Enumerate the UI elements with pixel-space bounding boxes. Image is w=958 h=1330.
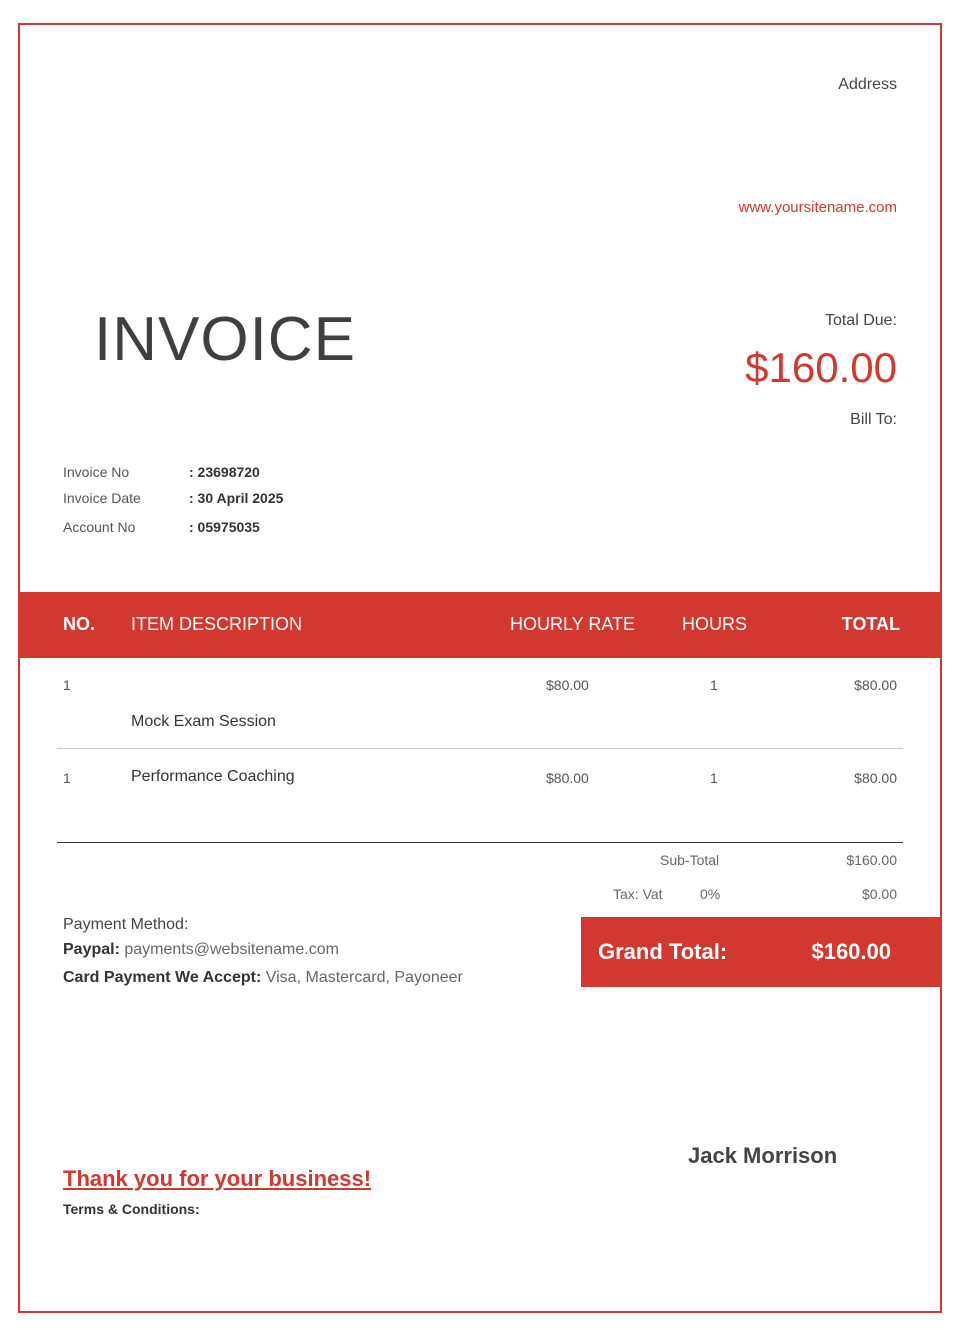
subtotal-value: $160.00 <box>846 852 897 868</box>
bill-to-label: Bill To: <box>850 411 897 428</box>
header-description: ITEM DESCRIPTION <box>131 614 303 634</box>
invoice-no-value: : 23698720 <box>189 464 260 480</box>
row-hours: 1 <box>710 770 718 786</box>
address-label: Address <box>838 76 897 93</box>
row-description: Performance Coaching <box>131 768 295 785</box>
header-total: TOTAL <box>841 614 900 634</box>
invoice-no-label: Invoice No <box>63 464 130 480</box>
card-label: Card Payment We Accept: <box>63 969 262 986</box>
invoice-title: INVOICE <box>94 305 356 374</box>
paypal-label: Paypal: <box>63 941 120 958</box>
total-due-label: Total Due: <box>824 312 897 329</box>
thank-you-message: Thank you for your business! <box>63 1166 372 1191</box>
table-end-rule <box>57 842 903 843</box>
row-no: 1 <box>63 770 71 786</box>
header-hours: HOURS <box>682 614 748 634</box>
paypal-line <box>63 941 339 959</box>
grand-total-box <box>581 917 940 987</box>
subtotal-label: Sub-Total <box>660 852 720 868</box>
signature-name: Jack Morrison <box>688 1143 838 1168</box>
payment-method-heading: Payment Method: <box>63 916 189 933</box>
invoice-border <box>18 23 942 1313</box>
card-value: Visa, Mastercard, Payoneer <box>265 969 463 986</box>
row-rate: $80.00 <box>546 770 589 786</box>
header-no: NO. <box>63 614 96 634</box>
account-no-value: : 05975035 <box>189 519 260 535</box>
row-description: Mock Exam Session <box>131 713 276 730</box>
invoice-date-value: : 30 April 2025 <box>189 490 284 506</box>
row-total: $80.00 <box>854 677 897 693</box>
website-link[interactable]: www.yoursitename.com <box>738 199 897 216</box>
account-no-label: Account No <box>63 519 136 535</box>
card-line <box>63 969 463 987</box>
grand-total-label: Grand Total: <box>598 939 728 964</box>
row-rate: $80.00 <box>546 677 589 693</box>
total-due-amount: $160.00 <box>745 344 897 391</box>
tax-value: $0.00 <box>861 886 897 902</box>
table-header <box>19 592 940 658</box>
grand-total-value: $160.00 <box>811 939 891 964</box>
tax-rate: 0% <box>700 886 721 902</box>
row-no: 1 <box>63 677 71 693</box>
row-divider <box>57 748 903 749</box>
header-rate: HOURLY RATE <box>510 614 636 634</box>
tax-label: Tax: Vat <box>613 886 663 902</box>
paypal-value: payments@websitename.com <box>124 941 339 958</box>
invoice-date-label: Invoice Date <box>63 490 141 506</box>
row-hours: 1 <box>710 677 718 693</box>
terms-label: Terms & Conditions: <box>63 1201 200 1217</box>
row-total: $80.00 <box>854 770 897 786</box>
